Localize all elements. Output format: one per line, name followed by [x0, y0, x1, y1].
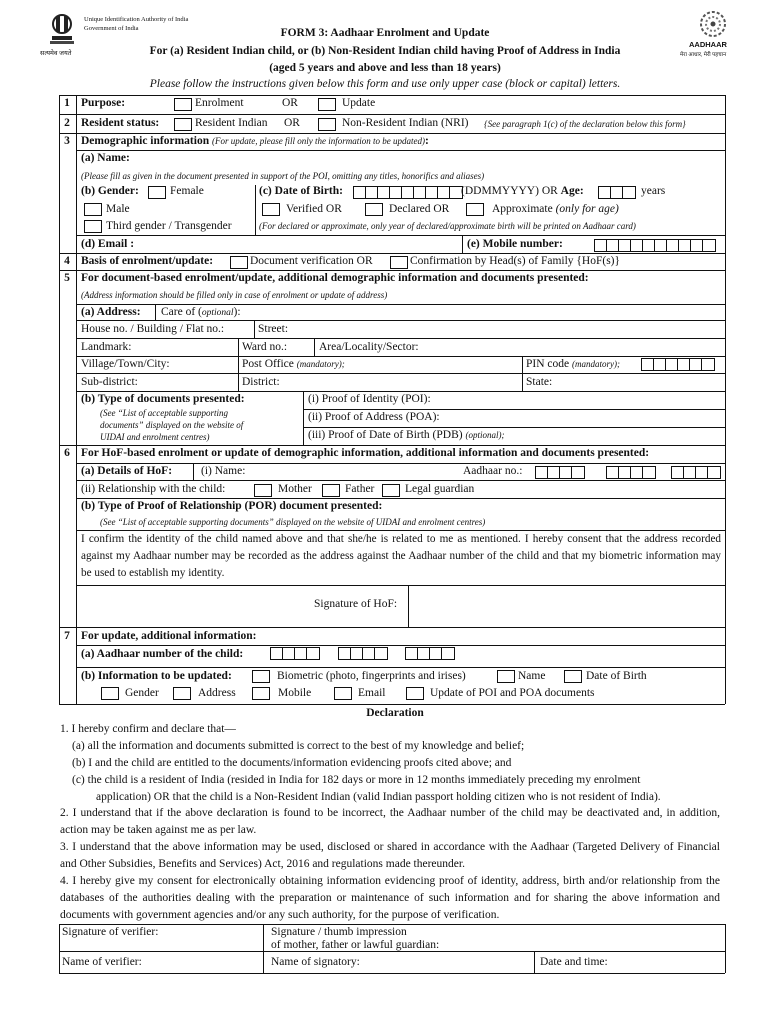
care-of-optional: optional — [201, 308, 234, 318]
pin-label — [526, 358, 620, 370]
mobile-label: (e) Mobile number: — [467, 238, 563, 250]
verifier-name-label: Name of verifier: — [62, 956, 142, 968]
demographic-heading — [81, 135, 429, 147]
name-update-label: Name — [518, 670, 546, 682]
row-5-number: 5 — [64, 272, 70, 284]
subdistrict-label: Sub-district: — [81, 376, 138, 388]
resident-indian-checkbox[interactable] — [174, 118, 192, 131]
pdb-note: (optional); — [465, 430, 505, 440]
age-input-cells[interactable] — [598, 186, 636, 199]
docs-note-2: documents” displayed on the website of — [100, 420, 244, 430]
email-update-checkbox[interactable] — [334, 687, 352, 700]
poa-label: (ii) Proof of Address (POA): — [308, 411, 440, 423]
pin-input-cells[interactable] — [641, 358, 715, 371]
signatory-name-label: Name of signatory: — [271, 956, 360, 968]
info-update-label: (b) Information to be updated: — [81, 670, 232, 682]
hof-aadhaar-label: Aadhaar no.: — [463, 465, 523, 477]
hof-name-label: (i) Name: — [201, 465, 246, 477]
hof-aadhaar-cells-2[interactable] — [606, 466, 656, 479]
poi-label: (i) Proof of Identity (POI): — [308, 393, 431, 405]
post-office-label — [242, 358, 345, 370]
age-label: Age: — [560, 185, 584, 197]
house-label: House no. / Building / Flat no.: — [81, 323, 225, 335]
address-update-checkbox[interactable] — [173, 687, 191, 700]
doc-verification-label: Document verification OR — [250, 255, 373, 267]
mother-label: Mother — [278, 483, 312, 495]
father-checkbox[interactable] — [322, 484, 340, 497]
nri-checkbox[interactable] — [318, 118, 336, 131]
docs-type-label: (b) Type of documents presented: — [81, 393, 245, 405]
child-name-label: (a) Name: — [81, 152, 130, 164]
address-label: (a) Address: — [81, 306, 141, 318]
doc-verification-checkbox[interactable] — [230, 256, 248, 269]
demographic-colon: : — [424, 135, 429, 147]
update-checkbox[interactable] — [318, 98, 336, 111]
form-instruction: Please follow the instructions given below this form and use only upper case (block or capital) letters. — [149, 78, 621, 90]
dob-note: (For declared or approximate, only year of declared/approximate birth will be printed on Aadhaar card) — [259, 221, 636, 231]
child-aadhaar-cells-3[interactable] — [405, 647, 455, 660]
hof-confirmation-label: Confirmation by Head(s) of Family {HoF(s)} — [410, 255, 621, 267]
hof-signature-label: Signature of HoF: — [314, 598, 398, 610]
gov-line-2: Government of India — [84, 25, 139, 32]
verified-label: Verified OR — [286, 203, 342, 215]
verifier-signature-label: Signature of verifier: — [62, 926, 159, 938]
por-note: (See “List of acceptable supporting documents” displayed on the website of UIDAI and enrolment centres) — [100, 517, 486, 527]
care-of-close: ): — [233, 306, 241, 318]
hof-confirmation-checkbox[interactable] — [390, 256, 408, 269]
area-label: Area/Locality/Sector: — [319, 341, 419, 353]
nri-note: {See paragraph 1(c) of the declaration below this form} — [484, 119, 686, 129]
hof-based-label: For HoF-based enrolment or update of demographic information, additional information and documents presented: — [81, 447, 650, 459]
approximate-label — [492, 203, 619, 215]
years-label: years — [641, 185, 666, 197]
post-office-text: Post Office — [242, 358, 294, 370]
female-checkbox[interactable] — [148, 186, 166, 199]
child-aadhaar-cells-1[interactable] — [270, 647, 320, 660]
child-aadhaar-cells-2[interactable] — [338, 647, 388, 660]
resident-status-label: Resident status: — [81, 117, 160, 129]
date-time-label: Date and time: — [540, 956, 608, 968]
gender-label: (b) Gender: — [81, 185, 139, 197]
mobile-update-checkbox[interactable] — [252, 687, 270, 700]
approximate-note: (only for age) — [555, 203, 619, 215]
approximate-checkbox[interactable] — [466, 203, 484, 216]
mobile-update-label: Mobile — [278, 687, 312, 699]
resident-indian-label: Resident Indian — [195, 117, 268, 129]
row-2-number: 2 — [64, 117, 70, 129]
demographic-label: Demographic information — [81, 135, 210, 147]
dob-format-text: (DDMMYYYY) OR — [461, 185, 558, 197]
mobile-input-cells[interactable] — [594, 239, 716, 252]
docs-note-1: (See “List of acceptable supporting — [100, 408, 228, 418]
name-update-checkbox[interactable] — [497, 670, 515, 683]
male-label: Male — [106, 203, 130, 215]
email-update-label: Email — [358, 687, 386, 699]
pin-text: PIN code — [526, 358, 570, 370]
declared-label: Declared OR — [389, 203, 450, 215]
biometric-checkbox[interactable] — [252, 670, 270, 683]
thumb-signature-label-1: Signature / thumb impression — [271, 926, 407, 938]
basis-label: Basis of enrolment/update: — [81, 255, 214, 267]
purpose-or: OR — [282, 97, 298, 109]
state-label: State: — [526, 376, 553, 388]
declaration-item-c-1: (c) the child is a resident of India (resided in India for 182 days or more in 12 months immediately preceding my enrolment — [72, 774, 641, 786]
nri-label: Non-Resident Indian (NRI) — [342, 117, 469, 129]
update-label: Update — [342, 97, 376, 109]
row-4-number: 4 — [64, 255, 70, 267]
third-gender-checkbox[interactable] — [84, 220, 102, 233]
row-1-number: 1 — [64, 97, 70, 109]
address-note: (Address information should be filled only in case of enrolment or update of address) — [81, 290, 388, 300]
update-info-label: For update, additional information: — [81, 630, 257, 642]
dob-update-checkbox[interactable] — [564, 670, 582, 683]
row-6-number: 6 — [64, 447, 70, 459]
ward-label: Ward no.: — [242, 341, 288, 353]
father-label: Father — [345, 483, 375, 495]
care-of-label — [161, 306, 241, 318]
thumb-signature-label-2: of mother, father or lawful guardian: — [271, 939, 440, 951]
post-office-mandatory: (mandatory); — [296, 359, 345, 369]
aadhaar-logo-text: AADHAAR — [689, 40, 727, 49]
email-label: (d) Email : — [81, 238, 135, 250]
hof-consent-text: I confirm the identity of the child named above and that she/he is related to me as mentioned. I hereby consent that the address recorded against my Aadhaar number may be recorded as the address against the Aadhaar number of the child and that my biometric information may be used to establish my identity. — [81, 533, 721, 579]
declared-checkbox[interactable] — [365, 203, 383, 216]
declaration-para-1: 1. I hereby confirm and declare that— — [60, 723, 236, 735]
mother-checkbox[interactable] — [254, 484, 272, 497]
female-label: Female — [170, 185, 204, 197]
row-3-number: 3 — [64, 135, 70, 147]
gov-line-1: Unique Identification Authority of India — [84, 16, 189, 23]
declaration-para-3: 3. I understand that the above information may be used, disclosed or shared in accordance with the Aadhaar (Targeted Delivery of Financial and Other Subsidies, Benefits and Services) Act, 2016 and regulations made thereunder. — [60, 841, 720, 870]
enrolment-checkbox[interactable] — [174, 98, 192, 111]
pdb-text: (iii) Proof of Date of Birth (PDB) — [308, 429, 463, 441]
emblem-caption: सत्यमेव जयते — [40, 50, 72, 57]
poi-poa-update-checkbox[interactable] — [406, 687, 424, 700]
relationship-label: (ii) Relationship with the child: — [81, 483, 226, 495]
landmark-label: Landmark: — [81, 341, 132, 353]
street-label: Street: — [258, 323, 289, 335]
declaration-item-b: (b) I and the child are entitled to the documents/information evidencing proofs cited above; and — [72, 757, 512, 769]
docs-note-3: UIDAI and enrolment centres) — [100, 432, 210, 442]
poi-poa-update-label: Update of POI and POA documents — [430, 687, 595, 699]
child-aadhaar-label: (a) Aadhaar number of the child: — [81, 648, 244, 660]
pdb-label — [308, 429, 504, 441]
guardian-label: Legal guardian — [405, 483, 475, 495]
declaration-title: Declaration — [366, 707, 424, 719]
hof-aadhaar-cells-1[interactable] — [535, 466, 585, 479]
hof-aadhaar-cells-3[interactable] — [671, 466, 721, 479]
male-checkbox[interactable] — [84, 203, 102, 216]
por-label: (b) Type of Proof of Relationship (POR) document presented: — [81, 500, 383, 512]
address-update-label: Address — [198, 687, 236, 699]
approximate-text: Approximate — [492, 203, 553, 215]
aadhaar-tagline: मेरा आधार, मेरी पहचान — [680, 52, 727, 58]
district-label: District: — [242, 376, 280, 388]
form-subtitle-1: For (a) Resident Indian child, or (b) Non-Resident Indian child having Proof of Address in India — [149, 45, 621, 57]
doc-based-label: For document-based enrolment/update, additional demographic information and documents presented: — [81, 272, 589, 284]
gender-update-label: Gender — [125, 687, 159, 699]
purpose-label: Purpose: — [81, 97, 126, 109]
enrolment-label: Enrolment — [195, 97, 244, 109]
biometric-label: Biometric (photo, fingerprints and irises) — [277, 670, 466, 682]
dob-label: (c) Date of Birth: — [259, 185, 343, 197]
child-name-note: (Please fill as given in the document presented in support of the POI, omitting any titles, honorifics and aliases) — [81, 171, 485, 181]
care-of-text: Care of ( — [161, 306, 202, 318]
row-7-number: 7 — [64, 630, 70, 642]
declaration-para-4: 4. I hereby give my consent for electronically obtaining information evidencing proof of identity, address, birth and/or relationship from the databases of the authorities dealing with the preparation or maintenance of such information and for sharing the above information and documents with government agencies and/or any such authority, for the purpose of verification. — [60, 875, 720, 921]
declaration-para-2: 2. I understand that if the above declaration is found to be incorrect, the Aadhaar number of the child may be deactivated and, in addition, action may be taken against me as per law. — [60, 807, 720, 836]
pin-mandatory: (mandatory); — [572, 359, 620, 369]
form-subtitle-2: (aged 5 years and above and less than 18 years) — [269, 62, 501, 74]
resident-or: OR — [284, 117, 300, 129]
declaration-item-a: (a) all the information and documents submitted is correct to the best of my knowledge and belief; — [72, 740, 525, 752]
guardian-checkbox[interactable] — [382, 484, 400, 497]
third-gender-label: Third gender / Transgender — [106, 220, 232, 232]
hof-details-label: (a) Details of HoF: — [81, 465, 173, 477]
declaration-item-c-2: application) OR that the child is a Non-Resident Indian (valid Indian passport holding citizen who is not resident of India). — [96, 791, 661, 803]
gender-update-checkbox[interactable] — [101, 687, 119, 700]
demographic-note: (For update, please fill only the information to be updated) — [211, 136, 425, 146]
dob-update-label: Date of Birth — [586, 670, 647, 682]
dob-format — [461, 185, 584, 197]
verified-checkbox[interactable] — [262, 203, 280, 216]
village-label: Village/Town/City: — [81, 358, 170, 370]
form-title: FORM 3: Aadhaar Enrolment and Update — [280, 27, 490, 39]
dob-input-cells[interactable] — [353, 186, 463, 199]
